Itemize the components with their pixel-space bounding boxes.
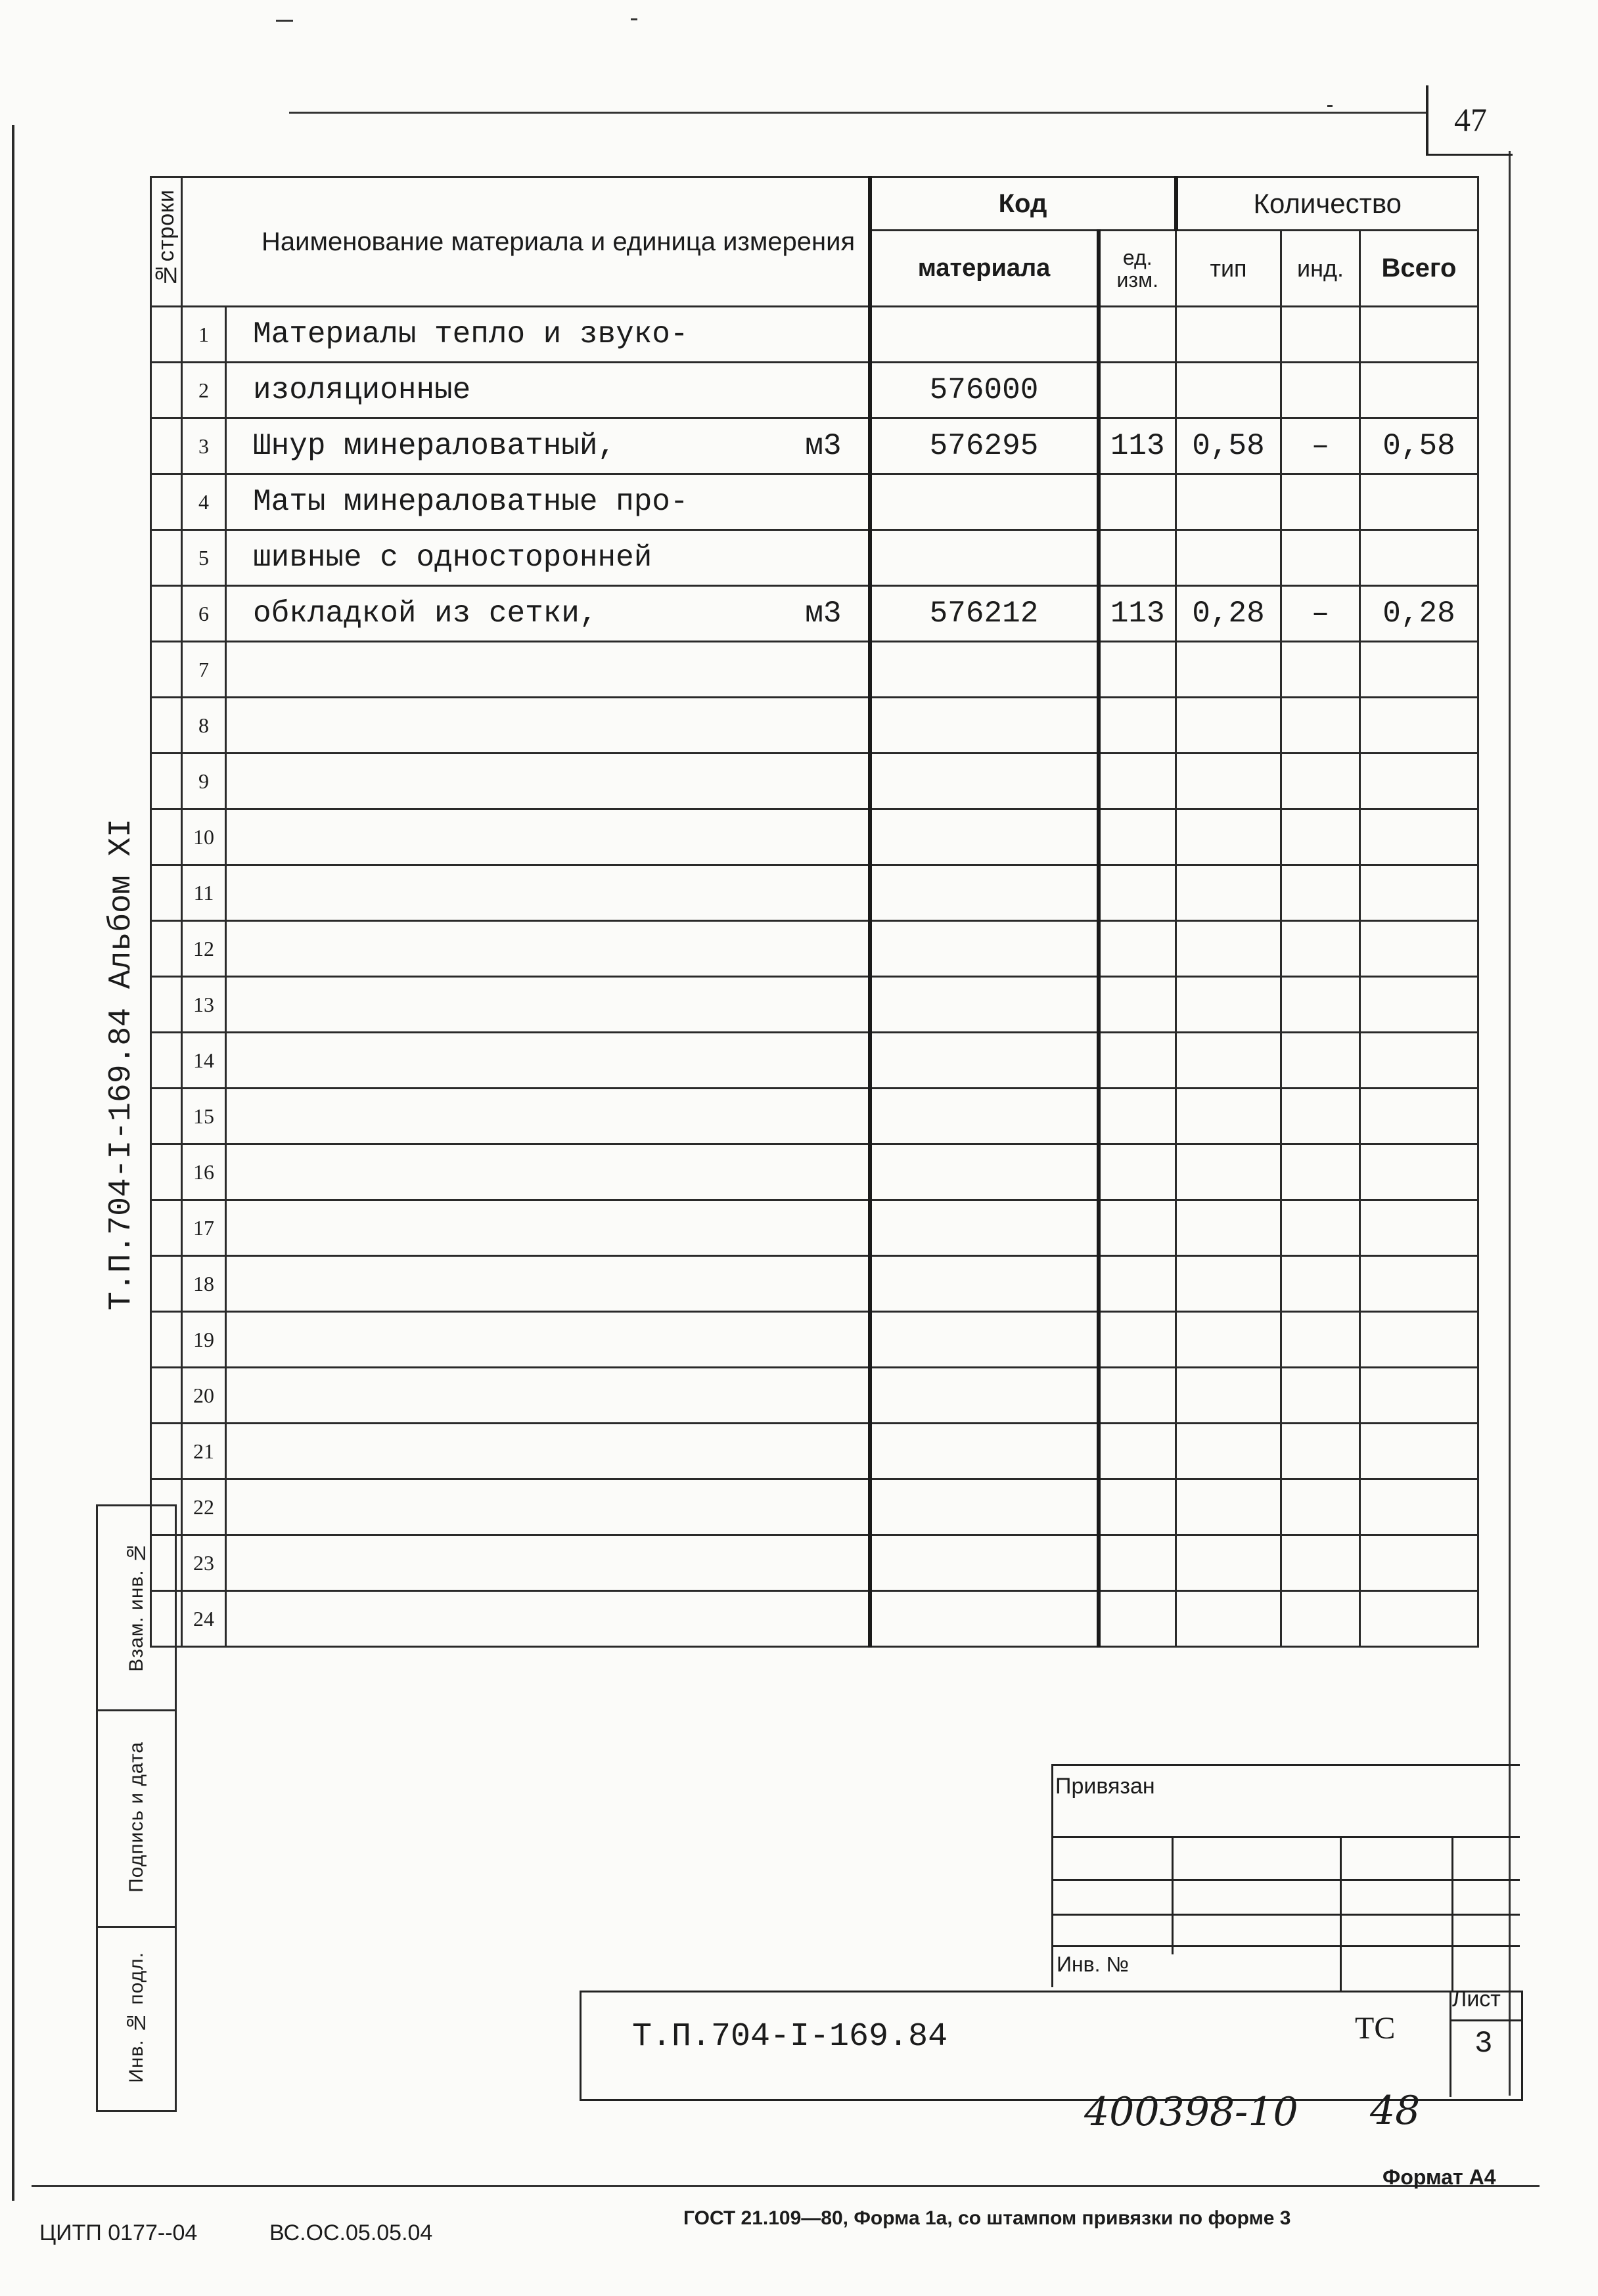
material-code-cell bbox=[870, 307, 1099, 363]
qty-type-cell bbox=[1176, 474, 1281, 530]
qty-ind-cell bbox=[1281, 1479, 1360, 1535]
row-spacer-cell bbox=[151, 1312, 182, 1368]
table-row bbox=[151, 586, 1478, 642]
qty-total-cell bbox=[1360, 1033, 1478, 1089]
row-spacer-cell bbox=[151, 1424, 182, 1479]
material-code-cell bbox=[870, 1424, 1099, 1479]
qty-ind-cell bbox=[1281, 642, 1360, 698]
table-row bbox=[151, 1312, 1478, 1368]
row-number-cell: 18 bbox=[182, 1256, 226, 1312]
footer-series: ВС.ОС.05.05.04 bbox=[269, 2220, 433, 2245]
row-spacer-cell bbox=[151, 363, 182, 418]
row-spacer-cell bbox=[151, 530, 182, 586]
material-code-cell bbox=[870, 977, 1099, 1033]
qty-total-cell bbox=[1360, 530, 1478, 586]
material-name-cell bbox=[226, 1144, 870, 1200]
qty-total-cell bbox=[1360, 1368, 1478, 1424]
row-spacer-cell bbox=[151, 1200, 182, 1256]
material-unit: м3 bbox=[805, 429, 842, 463]
qty-total-cell bbox=[1360, 363, 1478, 418]
material-name-cell bbox=[226, 698, 870, 754]
table-row bbox=[151, 1144, 1478, 1200]
qty-total-cell bbox=[1360, 754, 1478, 809]
unit-code-cell bbox=[1099, 698, 1176, 754]
table-row bbox=[151, 1479, 1478, 1535]
scan-speck bbox=[631, 18, 637, 20]
header-qty-total: Всего bbox=[1360, 231, 1478, 307]
qty-ind-cell bbox=[1281, 1535, 1360, 1591]
qty-total-cell: 0,58 bbox=[1360, 418, 1478, 474]
row-number-cell: 4 bbox=[182, 474, 226, 530]
header-name: Наименование материала и единица измерения bbox=[182, 177, 870, 307]
qty-total-cell bbox=[1360, 642, 1478, 698]
row-number-cell: 2 bbox=[182, 363, 226, 418]
unit-code-cell bbox=[1099, 977, 1176, 1033]
qty-total-cell bbox=[1360, 698, 1478, 754]
row-spacer-cell bbox=[151, 1033, 182, 1089]
material-name: изоляционные bbox=[253, 373, 471, 407]
material-name-cell bbox=[226, 865, 870, 921]
qty-ind-cell bbox=[1281, 1368, 1360, 1424]
row-spacer-cell bbox=[151, 418, 182, 474]
unit-code-cell: 113 bbox=[1099, 418, 1176, 474]
qty-type-cell bbox=[1176, 865, 1281, 921]
row-number-cell: 7 bbox=[182, 642, 226, 698]
qty-total-cell bbox=[1360, 1479, 1478, 1535]
unit-code-cell bbox=[1099, 1033, 1176, 1089]
unit-code-cell bbox=[1099, 1591, 1176, 1647]
material-code-cell bbox=[870, 1591, 1099, 1647]
row-number-cell: 1 bbox=[182, 307, 226, 363]
material-code-cell bbox=[870, 530, 1099, 586]
album-label: Т.П.704-I-169.84 Альбом XI bbox=[104, 818, 139, 1311]
sheet-number: 3 bbox=[1474, 2027, 1493, 2061]
qty-total-cell bbox=[1360, 1591, 1478, 1647]
qty-ind-cell bbox=[1281, 698, 1360, 754]
row-spacer-cell bbox=[151, 809, 182, 865]
row-spacer-cell bbox=[151, 1368, 182, 1424]
qty-total-cell bbox=[1360, 1535, 1478, 1591]
material-code-cell bbox=[870, 1479, 1099, 1535]
material-code-cell bbox=[870, 865, 1099, 921]
unit-code-cell bbox=[1099, 307, 1176, 363]
qty-ind-cell bbox=[1281, 1312, 1360, 1368]
table-row bbox=[151, 1256, 1478, 1312]
qty-ind-cell bbox=[1281, 865, 1360, 921]
qty-type-cell bbox=[1176, 307, 1281, 363]
row-number-cell: 10 bbox=[182, 809, 226, 865]
table-row bbox=[151, 1591, 1478, 1647]
material-name-cell bbox=[226, 530, 870, 586]
material-unit: м3 bbox=[805, 597, 842, 631]
unit-code-cell bbox=[1099, 754, 1176, 809]
material-code-cell bbox=[870, 474, 1099, 530]
unit-code-cell bbox=[1099, 921, 1176, 977]
material-name-cell bbox=[226, 307, 870, 363]
qty-type-cell bbox=[1176, 698, 1281, 754]
material-name-cell bbox=[226, 1591, 870, 1647]
qty-type-cell bbox=[1176, 1535, 1281, 1591]
qty-total-cell bbox=[1360, 977, 1478, 1033]
qty-ind-cell bbox=[1281, 1256, 1360, 1312]
unit-code-cell bbox=[1099, 642, 1176, 698]
header-unit: ед. изм. bbox=[1099, 231, 1176, 307]
row-number-cell: 21 bbox=[182, 1424, 226, 1479]
qty-ind-cell bbox=[1281, 474, 1360, 530]
qty-total-cell bbox=[1360, 1424, 1478, 1479]
qty-ind-cell bbox=[1281, 921, 1360, 977]
table-row bbox=[151, 474, 1478, 530]
unit-code-cell bbox=[1099, 1535, 1176, 1591]
unit-code-cell: 113 bbox=[1099, 586, 1176, 642]
qty-total-cell bbox=[1360, 307, 1478, 363]
material-code-cell bbox=[870, 642, 1099, 698]
qty-ind-cell bbox=[1281, 977, 1360, 1033]
unit-code-cell bbox=[1099, 1256, 1176, 1312]
inv-label: Инв. № bbox=[1057, 1952, 1129, 1976]
row-number-cell: 12 bbox=[182, 921, 226, 977]
qty-total-cell bbox=[1360, 1200, 1478, 1256]
qty-ind-cell bbox=[1281, 1144, 1360, 1200]
table-row bbox=[151, 418, 1478, 474]
material-code-cell: 576000 bbox=[870, 363, 1099, 418]
header-qty-ind: инд. bbox=[1281, 231, 1360, 307]
row-number-cell: 13 bbox=[182, 977, 226, 1033]
qty-type-cell bbox=[1176, 1591, 1281, 1647]
qty-ind-cell bbox=[1281, 1033, 1360, 1089]
row-spacer-cell bbox=[151, 642, 182, 698]
qty-total-cell bbox=[1360, 1089, 1478, 1144]
unit-code-cell bbox=[1099, 1089, 1176, 1144]
row-number-cell: 8 bbox=[182, 698, 226, 754]
unit-code-cell bbox=[1099, 1312, 1176, 1368]
row-number-cell: 14 bbox=[182, 1033, 226, 1089]
material-name-cell bbox=[226, 474, 870, 530]
material-name-cell bbox=[226, 1312, 870, 1368]
table-row bbox=[151, 530, 1478, 586]
qty-type-cell bbox=[1176, 754, 1281, 809]
table-row bbox=[151, 1424, 1478, 1479]
material-name-cell bbox=[226, 418, 870, 474]
material-code-cell bbox=[870, 921, 1099, 977]
material-name: Шнур минераловатный, bbox=[253, 429, 616, 463]
qty-type-cell bbox=[1176, 642, 1281, 698]
qty-type-cell bbox=[1176, 1144, 1281, 1200]
table-row bbox=[151, 363, 1478, 418]
material-code-cell bbox=[870, 1312, 1099, 1368]
row-spacer-cell bbox=[151, 1256, 182, 1312]
page-number: 47 bbox=[1426, 85, 1513, 156]
qty-ind-cell bbox=[1281, 530, 1360, 586]
qty-ind-cell: – bbox=[1281, 586, 1360, 642]
row-spacer-cell bbox=[151, 698, 182, 754]
material-name: шивные с односторонней bbox=[253, 541, 652, 575]
qty-type-cell bbox=[1176, 1312, 1281, 1368]
unit-code-cell bbox=[1099, 474, 1176, 530]
table-row bbox=[151, 921, 1478, 977]
table-row bbox=[151, 1200, 1478, 1256]
material-code-cell bbox=[870, 1033, 1099, 1089]
table-row bbox=[151, 754, 1478, 809]
qty-ind-cell bbox=[1281, 1424, 1360, 1479]
unit-code-cell bbox=[1099, 1200, 1176, 1256]
header-qty-type: тип bbox=[1176, 231, 1281, 307]
header-row-no: №строки bbox=[151, 177, 182, 307]
row-spacer-cell bbox=[151, 307, 182, 363]
row-spacer-cell bbox=[151, 474, 182, 530]
row-number-cell: 3 bbox=[182, 418, 226, 474]
row-number-cell: 5 bbox=[182, 530, 226, 586]
material-name-cell bbox=[226, 642, 870, 698]
qty-type-cell bbox=[1176, 530, 1281, 586]
row-number-cell: 24 bbox=[182, 1591, 226, 1647]
material-name-cell bbox=[226, 1256, 870, 1312]
qty-type-cell bbox=[1176, 921, 1281, 977]
table-row bbox=[151, 1033, 1478, 1089]
unit-code-cell bbox=[1099, 809, 1176, 865]
unit-code-cell bbox=[1099, 1144, 1176, 1200]
unit-code-cell bbox=[1099, 363, 1176, 418]
material-name: Маты минераловатные про- bbox=[253, 485, 689, 519]
header-code-material: материала bbox=[870, 231, 1099, 307]
table-row bbox=[151, 809, 1478, 865]
material-name-cell bbox=[226, 921, 870, 977]
qty-type-cell bbox=[1176, 1479, 1281, 1535]
qty-total-cell: 0,28 bbox=[1360, 586, 1478, 642]
row-number-cell: 15 bbox=[182, 1089, 226, 1144]
qty-type-cell: 0,58 bbox=[1176, 418, 1281, 474]
left-margin-line bbox=[12, 125, 14, 2201]
stamp-signature-date: Подпись и дата bbox=[97, 1711, 176, 1927]
material-name-cell bbox=[226, 977, 870, 1033]
table-row bbox=[151, 977, 1478, 1033]
material-code-cell bbox=[870, 1368, 1099, 1424]
material-name: обкладкой из сетки, bbox=[253, 597, 598, 631]
handwritten-page: 48 bbox=[1370, 2088, 1421, 2134]
scan-speck bbox=[276, 20, 293, 22]
handwritten-code: 400398-10 bbox=[1084, 2089, 1298, 2135]
qty-total-cell bbox=[1360, 1312, 1478, 1368]
stamp-inv-original: Инв. № подл. bbox=[97, 1927, 176, 2111]
qty-type-cell bbox=[1176, 1368, 1281, 1424]
qty-type-cell bbox=[1176, 1089, 1281, 1144]
qty-ind-cell bbox=[1281, 1200, 1360, 1256]
footer-gost: ГОСТ 21.109—80, Форма 1а, со штампом привязки по форме 3 bbox=[683, 2207, 1291, 2229]
material-name-cell bbox=[226, 1089, 870, 1144]
footer-org: ЦИТП 0177--04 bbox=[39, 2220, 198, 2245]
qty-type-cell bbox=[1176, 363, 1281, 418]
material-name-cell bbox=[226, 754, 870, 809]
row-number-cell: 17 bbox=[182, 1200, 226, 1256]
qty-ind-cell bbox=[1281, 1591, 1360, 1647]
row-spacer-cell bbox=[151, 865, 182, 921]
format-label: Формат А4 bbox=[1382, 2165, 1496, 2189]
qty-type-cell bbox=[1176, 809, 1281, 865]
material-name-cell bbox=[226, 809, 870, 865]
material-name-cell bbox=[226, 1368, 870, 1424]
qty-total-cell bbox=[1360, 921, 1478, 977]
row-number-cell: 20 bbox=[182, 1368, 226, 1424]
material-code-cell bbox=[870, 1256, 1099, 1312]
material-code-cell bbox=[870, 1535, 1099, 1591]
material-code-cell: 576295 bbox=[870, 418, 1099, 474]
qty-type-cell bbox=[1176, 1200, 1281, 1256]
table-row bbox=[151, 865, 1478, 921]
qty-type-cell bbox=[1176, 1424, 1281, 1479]
row-spacer-cell bbox=[151, 977, 182, 1033]
qty-total-cell bbox=[1360, 809, 1478, 865]
material-name-cell bbox=[226, 586, 870, 642]
row-number-cell: 22 bbox=[182, 1479, 226, 1535]
table-row bbox=[151, 1368, 1478, 1424]
table-row bbox=[151, 642, 1478, 698]
unit-code-cell bbox=[1099, 865, 1176, 921]
unit-code-cell bbox=[1099, 530, 1176, 586]
scan-speck bbox=[1327, 105, 1333, 107]
material-name-cell bbox=[226, 1033, 870, 1089]
row-number-cell: 19 bbox=[182, 1312, 226, 1368]
material-code-cell: 576212 bbox=[870, 586, 1099, 642]
qty-ind-cell bbox=[1281, 363, 1360, 418]
qty-total-cell bbox=[1360, 865, 1478, 921]
qty-type-cell bbox=[1176, 1033, 1281, 1089]
header-code-group: Код bbox=[870, 177, 1176, 231]
sheet-label: Лист bbox=[1452, 1987, 1501, 2012]
row-spacer-cell bbox=[151, 754, 182, 809]
top-rule bbox=[289, 112, 1426, 114]
material-code-cell bbox=[870, 1089, 1099, 1144]
qty-ind-cell bbox=[1281, 809, 1360, 865]
left-stamp bbox=[96, 1504, 177, 2112]
material-name-cell bbox=[226, 1479, 870, 1535]
row-spacer-cell bbox=[151, 1144, 182, 1200]
qty-type-cell: 0,28 bbox=[1176, 586, 1281, 642]
material-code-cell bbox=[870, 1144, 1099, 1200]
qty-ind-cell bbox=[1281, 307, 1360, 363]
material-code-cell bbox=[870, 1200, 1099, 1256]
header-quantity-group: Количество bbox=[1176, 177, 1478, 231]
material-code-cell bbox=[870, 754, 1099, 809]
table-row bbox=[151, 698, 1478, 754]
qty-total-cell bbox=[1360, 474, 1478, 530]
stamp-replace-inv: Взам. инв. № bbox=[97, 1506, 176, 1711]
qty-total-cell bbox=[1360, 1256, 1478, 1312]
table-row bbox=[151, 307, 1478, 363]
table-row bbox=[151, 1535, 1478, 1591]
material-name-cell bbox=[226, 1424, 870, 1479]
qty-ind-cell bbox=[1281, 1089, 1360, 1144]
qty-total-cell bbox=[1360, 1144, 1478, 1200]
row-spacer-cell bbox=[151, 1089, 182, 1144]
material-code-cell bbox=[870, 809, 1099, 865]
row-number-cell: 23 bbox=[182, 1535, 226, 1591]
material-name-cell bbox=[226, 1200, 870, 1256]
row-number-cell: 11 bbox=[182, 865, 226, 921]
row-spacer-cell bbox=[151, 586, 182, 642]
document-code: Т.П.704-I-169.84 bbox=[632, 2018, 948, 2056]
bound-label: Привязан bbox=[1055, 1774, 1155, 1799]
unit-code-cell bbox=[1099, 1479, 1176, 1535]
unit-code-cell bbox=[1099, 1424, 1176, 1479]
table-row bbox=[151, 1089, 1478, 1144]
qty-ind-cell: – bbox=[1281, 418, 1360, 474]
qty-ind-cell bbox=[1281, 754, 1360, 809]
material-code-cell bbox=[870, 698, 1099, 754]
material-name-cell bbox=[226, 1535, 870, 1591]
materials-table bbox=[150, 176, 1479, 1648]
row-number-cell: 16 bbox=[182, 1144, 226, 1200]
frame-bottom-line bbox=[32, 2185, 1540, 2187]
qty-type-cell bbox=[1176, 1256, 1281, 1312]
row-number-cell: 9 bbox=[182, 754, 226, 809]
row-number-cell: 6 bbox=[182, 586, 226, 642]
document-mark: ТС bbox=[1355, 2011, 1396, 2046]
material-name: Материалы тепло и звуко- bbox=[253, 317, 689, 351]
qty-type-cell bbox=[1176, 977, 1281, 1033]
material-name-cell bbox=[226, 363, 870, 418]
row-spacer-cell bbox=[151, 921, 182, 977]
unit-code-cell bbox=[1099, 1368, 1176, 1424]
